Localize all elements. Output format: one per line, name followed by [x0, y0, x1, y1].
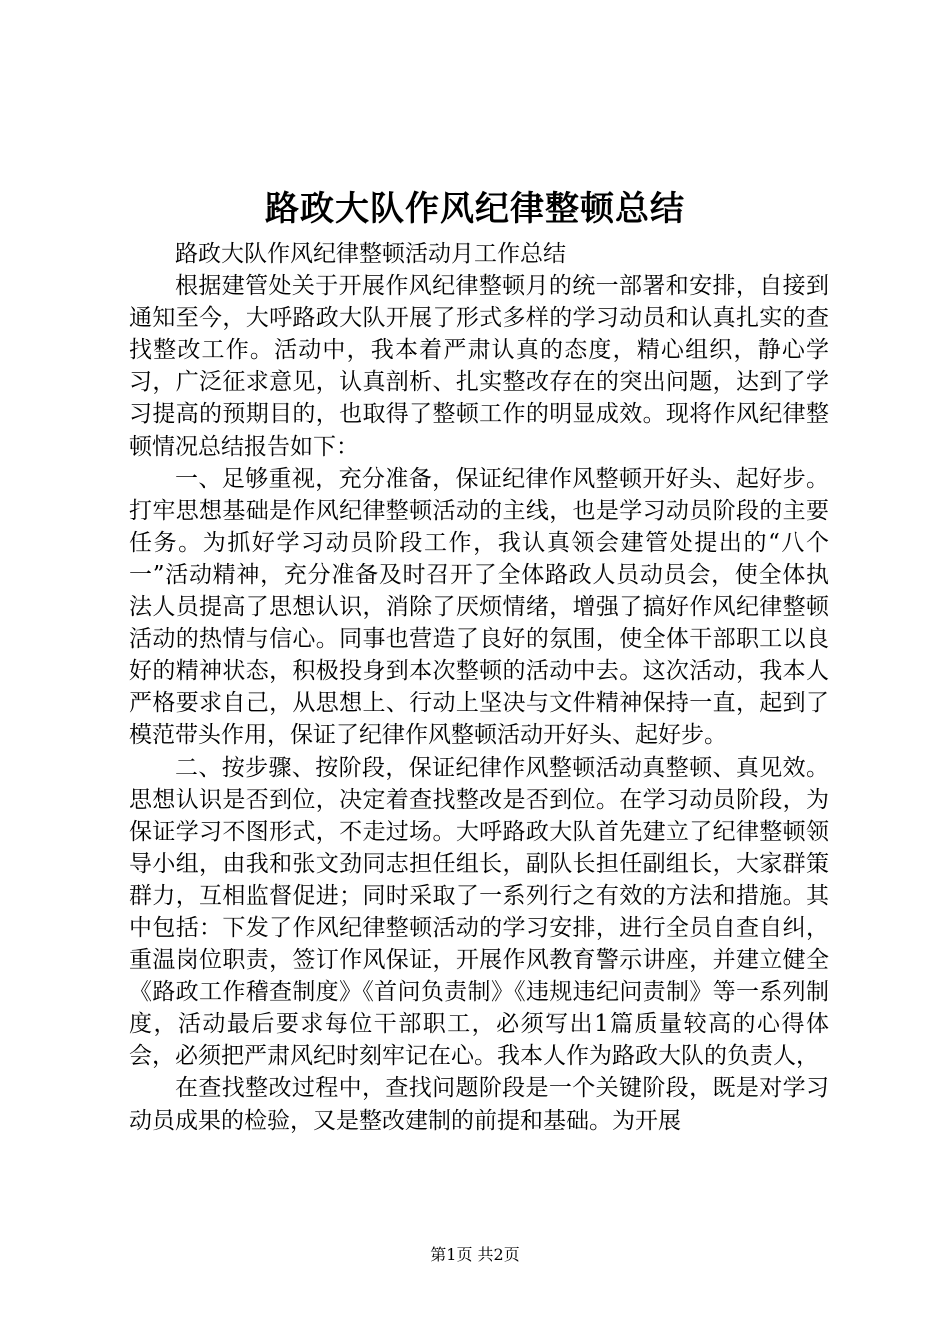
page-footer: 第1页 共2页 — [430, 1245, 520, 1264]
paragraph-intro: 根据建管处关于开展作风纪律整顿月的统一部署和安排，自接到通知至今，大呼路政大队开展了形式多样的学习动员和认真扎实的查找整改工作。活动中，我本着严肃认真的态度，精心组织，静心学习，广泛征求意见，认真剖析、扎实整改存在的突出问题，达到了学习提高的预期目的，也取得了整顿工作的明显成效。现将作风纪律整顿情况总结报告如下： — [129, 273, 829, 460]
paragraph-section-two: 二、按步骤、按阶段，保证纪律作风整顿活动真整顿、真见效。思想认识是否到位，决定着查找整改是否到位。在学习动员阶段，为保证学习不图形式，不走过场。大呼路政大队首先建立了纪律整顿领导小组，由我和张文劲同志担任组长，副队长担任副组长，大家群策群力，互相监督促进；同时采取了一系列行之有效的方法和措施。其中包括：下发了作风纪律整顿活动的学习安排，进行全员自查自纠，重温岗位职责，签订作风保证，开展作风教育警示讲座，并建立健全《路政工作稽查制度》《首问负责制》《违规违纪问责制》等一系列制度，活动最后要求每位干部职工，必须写出1篇质量较高的心得体会，必须把严肃风纪时刻牢记在心。我本人作为路政大队的负责人， — [129, 754, 829, 1070]
paragraph-section-one: 一、足够重视，充分准备，保证纪律作风整顿开好头、起好步。打牢思想基础是作风纪律整顿活动的主线，也是学习动员阶段的主要任务。为抓好学习动员阶段工作，我认真领会建管处提出的“八个一”活动精神，充分准备及时召开了全体路政人员动员会，使全体执法人员提高了思想认识，消除了厌烦情绪，增强了搞好作风纪律整顿活动的热情与信心。同事也营造了良好的氛围，使全体干部职工以良好的精神状态，积极投身到本次整顿的活动中去。这次活动，我本人严格要求自己，从思想上、行动上坚决与文件精神保持一直，起到了模范带头作用，保证了纪律作风整顿活动开好头、起好步。 — [129, 465, 829, 749]
paragraph-inspection: 在查找整改过程中，查找问题阶段是一个关键阶段，既是对学习动员成果的检验，又是整改建制的前提和基础。为开展 — [129, 1075, 829, 1134]
document-title: 路政大队作风纪律整顿总结 — [265, 189, 685, 229]
document-body — [129, 238, 829, 1137]
document-subtitle: 路政大队作风纪律整顿活动月工作总结 — [175, 241, 566, 267]
